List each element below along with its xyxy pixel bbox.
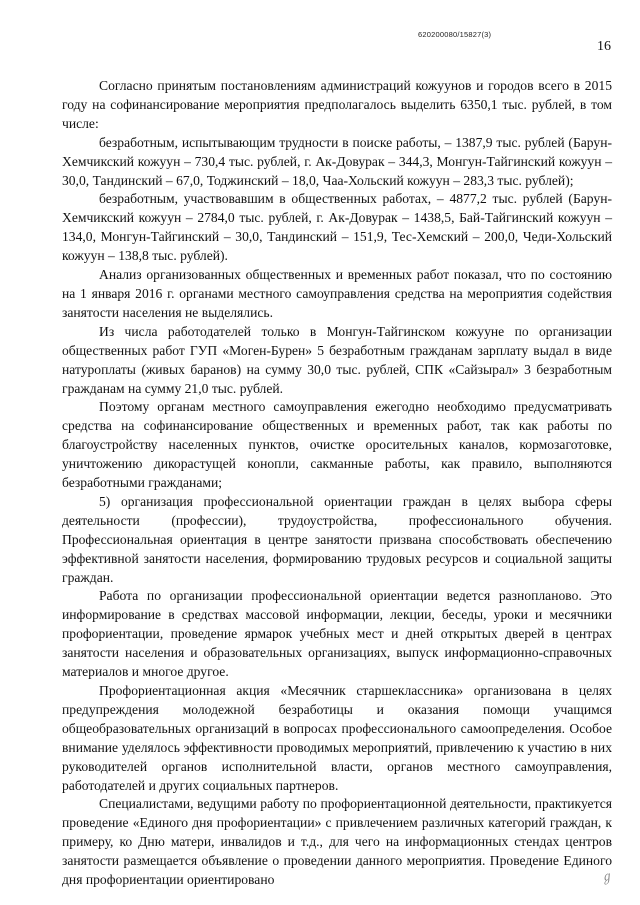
- page-number: 16: [597, 39, 611, 54]
- paragraph: 5) организация профессиональной ориентации граждан в целях выбора сферы деятельности (профессии), трудоустройства, профессионального обучения. Профессиональная ориентация в центре занятости призвана способствовать обеспечению эффективной занятости населения, формированию трудовых ресурсов и социальной защиты граждан.: [62, 493, 612, 585]
- paragraph: безработным, испытывающим трудности в поиске работы, – 1387,9 тыс. рублей (Барун-Хемчикский кожуун – 730,4 тыс. рублей, г. Ак-Довурак – 344,3, Монгун-Тайгинский кожуун – 30,0, Тандинский – 67,0, Тоджинский – 18,0, Чаа-Хольский кожуун – 283,3 тыс. рублей);: [62, 134, 612, 188]
- handwritten-mark: ℊ: [598, 868, 615, 886]
- paragraph: Из числа работодателей только в Монгун-Тайгинском кожууне по организации общественных работ ГУП «Моген-Бурен» 5 безработным гражданам зарплату выдал в виде натуроплаты (живых баранов) на сумму 30,0 тыс. рублей, СПК «Сайзырал» 3 безработным гражданам на сумму 21,0 тыс. рублей.: [62, 323, 612, 396]
- paragraph: Специалистами, ведущими работу по профориентационной деятельности, практикуется проведение «Единого дня профориентации» с привлечением различных категорий граждан, к примеру, ко Дню матери, инвалидов и т.д., для чего на информационных стендах центров занятости размещается объявление о проведении данного мероприятия. Проведение Единого дня профориентации ориентировано: [62, 796, 612, 888]
- paragraph: Анализ организованных общественных и временных работ показал, что по состоянию на 1 января 2016 г. органами местного самоуправления средства на мероприятия содействия занятости населения не выделялись.: [62, 267, 612, 320]
- paragraph: Поэтому органам местного самоуправления ежегодно необходимо предусматривать средства на софинансирование общественных и временных работ, так как работы по благоустройству населенных пунктов, очистке оросительных каналов, кормозаготовке, уничтожению дикорастущей конопли, сакманные работы, как правило, выполняются безработными гражданами;: [62, 399, 612, 491]
- paragraph: Работа по организации профессиональной ориентации ведется разнопланово. Это информирование в средствах массовой информации, лекции, беседы, уроки и месячники профориентации, проведение ярмарок учебных мест и дней открытых дверей в центрах занятости населения и образовательных организациях, выпуск информационно-справочных материалов и многое другое.: [62, 588, 612, 680]
- document-body: [62, 77, 615, 890]
- document-id: 620200080/15827(3): [418, 30, 492, 39]
- paragraph: безработным, участвовавшим в общественных работах, – 4877,2 тыс. рублей (Барун-Хемчикский кожуун – 2784,0 тыс. рублей, г. Ак-Довурак – 1438,5, Бай-Тайгинский кожуун – 134,0, Монгун-Тайгинский – 30,0, Тандинский – 151,9, Тес-Хемский – 200,0, Чеди-Хольский кожуун – 138,8 тыс. рублей).: [62, 191, 612, 264]
- paragraph: Согласно принятым постановлениям администраций кожуунов и городов всего в 2015 году на софинансирование мероприятия предполагалось выделить 6350,1 тыс. рублей, в том числе:: [62, 78, 612, 131]
- paragraph: Профориентационная акция «Месячник старшеклассника» организована в целях предупреждения молодежной безработицы и оказания помощи учащимся общеобразовательных организаций в вопросах профессионального самоопределения. Особое внимание уделялось эффективности проводимых мероприятий, привлечению к участию в них руководителей органов исполнительной власти, органов местного самоуправления, работодателей и других социальных партнеров.: [62, 683, 612, 793]
